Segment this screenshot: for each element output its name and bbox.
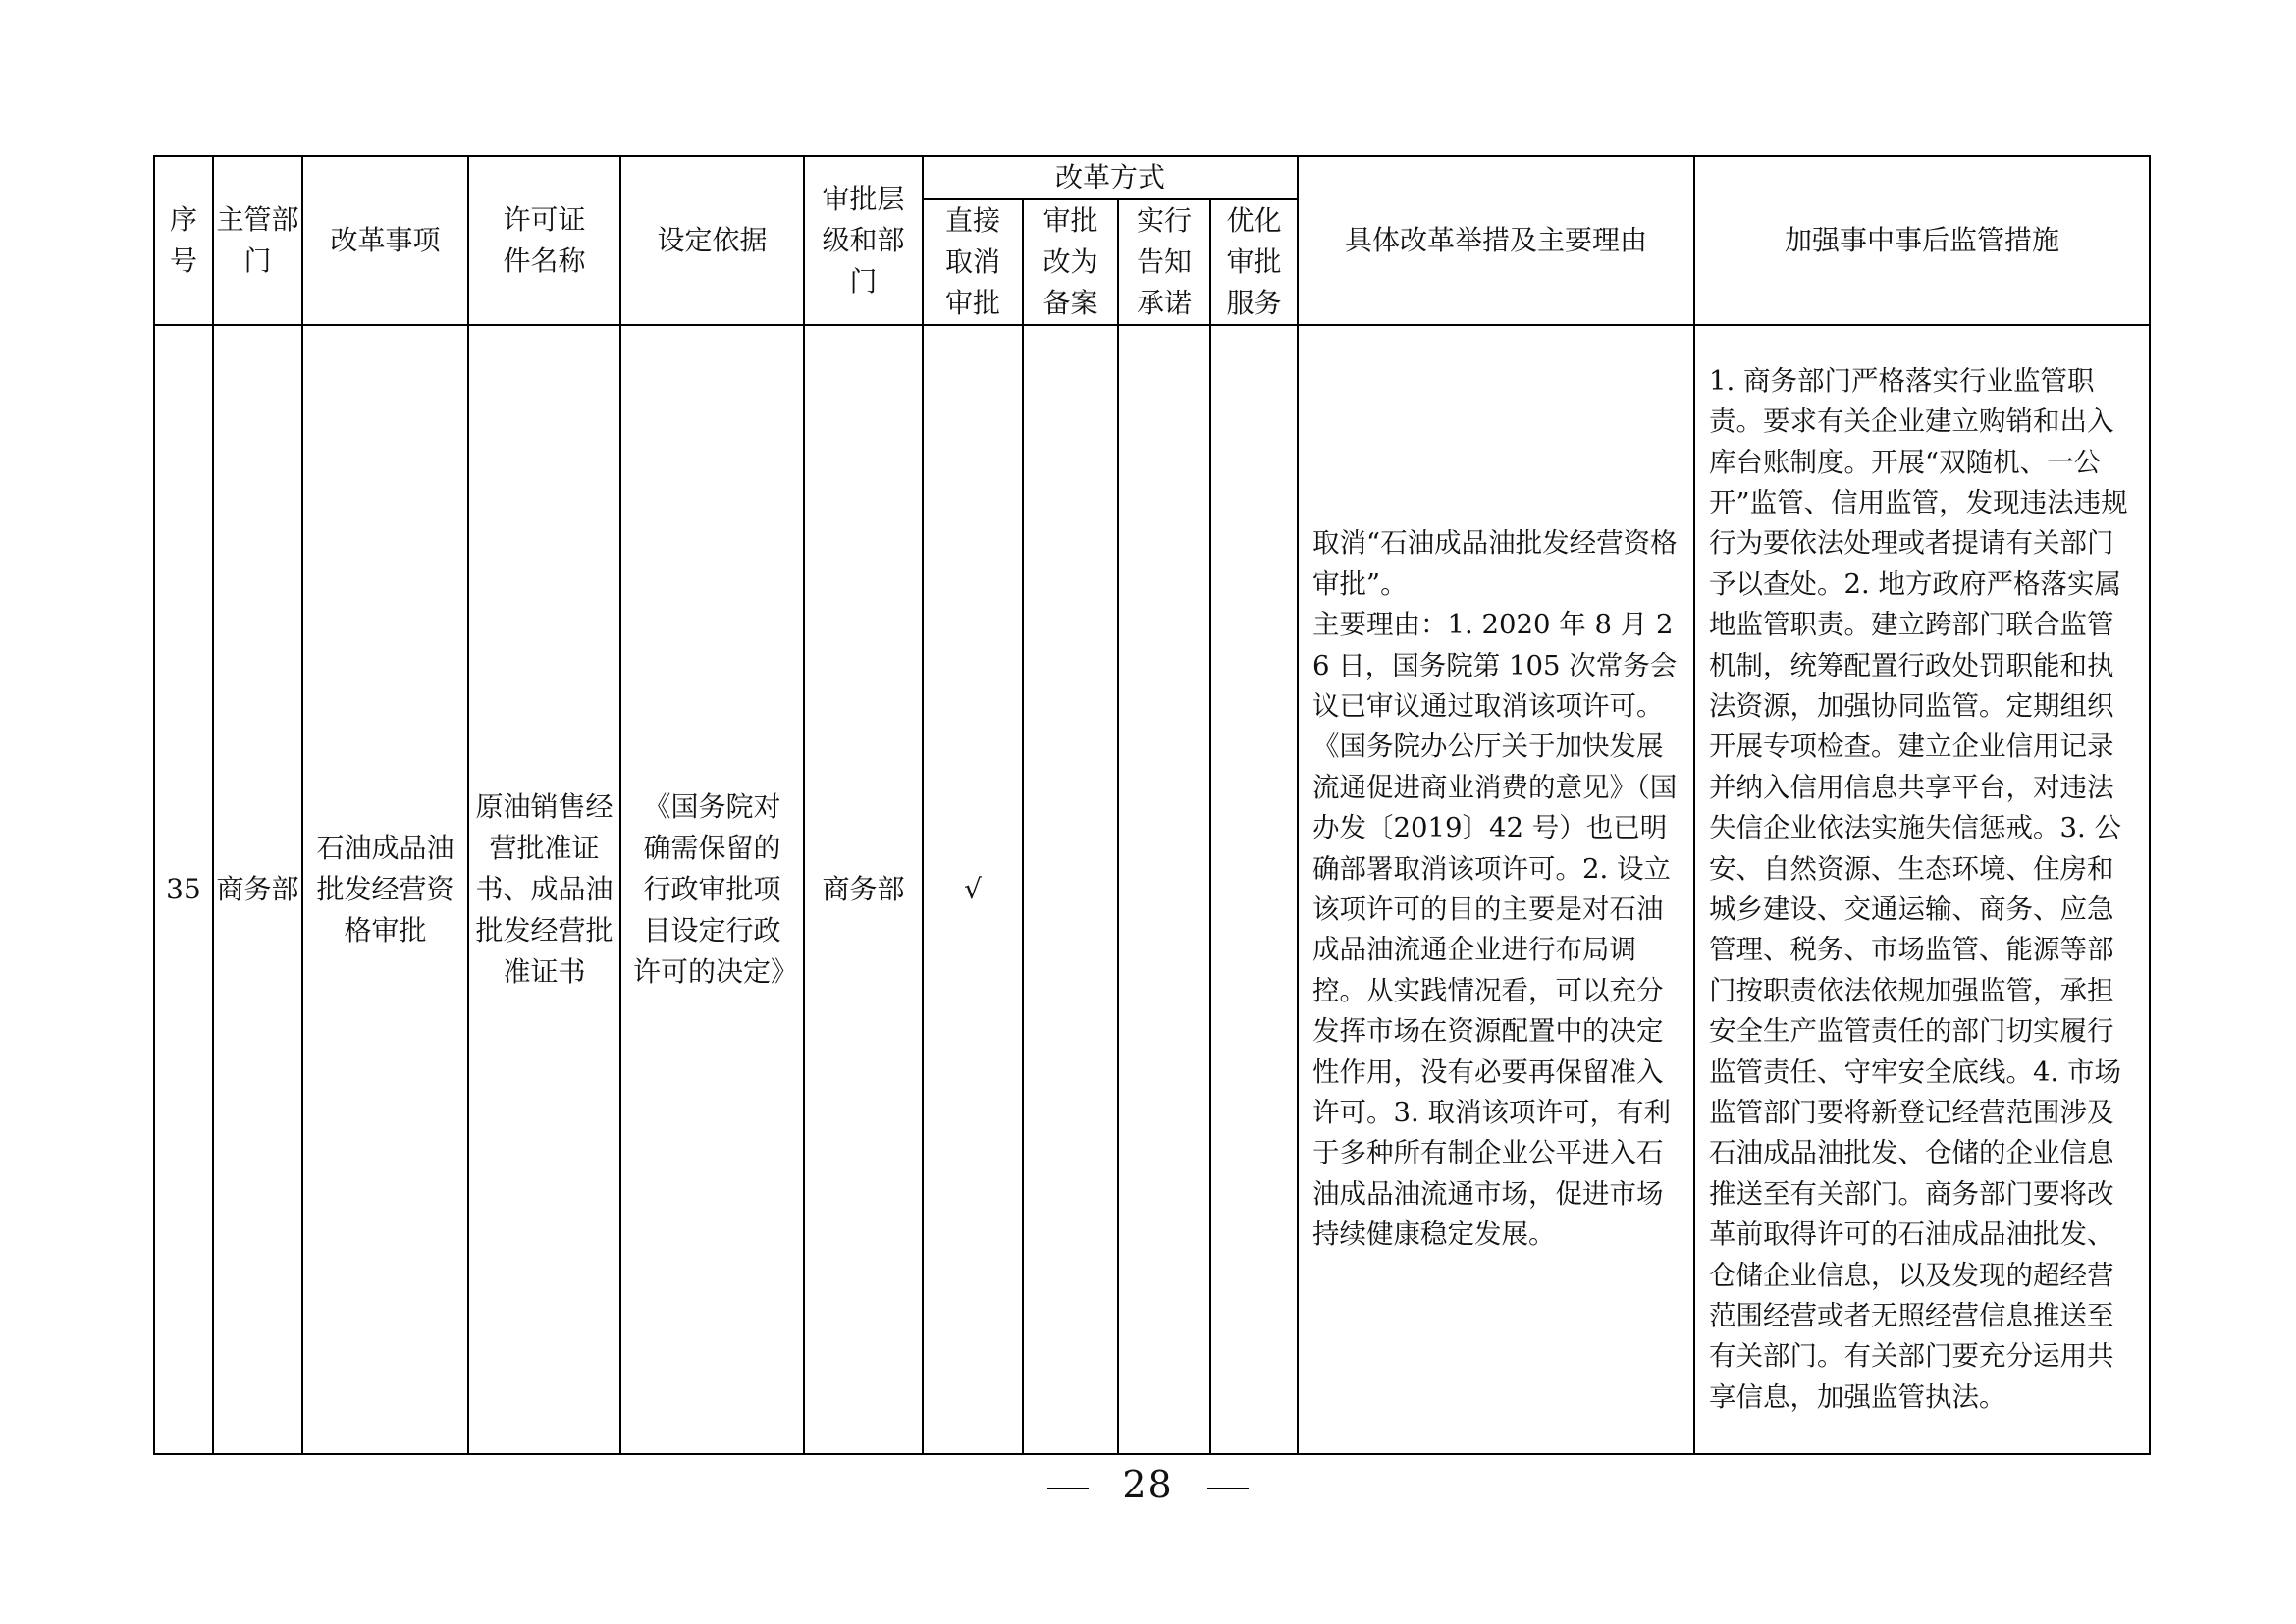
header-cancel: 直接取消审批 — [923, 199, 1023, 325]
table-row — [154, 325, 2150, 1454]
header-reform-mode: 改革方式 — [923, 156, 1298, 199]
cell-license: 原油销售经营批准证书、成品油批发经营批准证书 — [468, 325, 620, 1454]
cell-filing — [1023, 325, 1118, 1454]
cell-cancel-check: √ — [923, 325, 1023, 1454]
header-notice: 实行告知承诺 — [1118, 199, 1210, 325]
cell-seq: 35 — [154, 325, 213, 1454]
header-license: 许可证件名称 — [468, 156, 620, 325]
cell-item: 石油成品油批发经营资格审批 — [302, 325, 468, 1454]
cell-basis: 《国务院对确需保留的行政审批项目设定行政许可的决定》 — [620, 325, 804, 1454]
header-supervision: 加强事中事后监管措施 — [1694, 156, 2150, 325]
header-dept: 主管部门 — [213, 156, 302, 325]
cell-dept: 商务部 — [213, 325, 302, 1454]
header-seq: 序号 — [154, 156, 213, 325]
header-item: 改革事项 — [302, 156, 468, 325]
header-level: 审批层级和部门 — [804, 156, 923, 325]
header-basis: 设定依据 — [620, 156, 804, 325]
header-optimize: 优化审批服务 — [1210, 199, 1298, 325]
page-number-value: 28 — [1122, 1463, 1174, 1506]
cell-optimize — [1210, 325, 1298, 1454]
header-filing: 审批改为备案 — [1023, 199, 1118, 325]
page-number-right-dash — [1207, 1488, 1249, 1489]
cell-supervision: 1. 商务部门严格落实行业监管职责。要求有关企业建立购销和出入库台账制度。开展“双随机、一公开”监管、信用监管，发现违法违规行为要依法处理或者提请有关部门予以查处。2. 地方政府严格落实属地监管职责。建立跨部门联合监管机制，统筹配置行政处罚职能和执法资源，加强协同监管。定期组织开展专项检查。建立企业信用记录并纳入信用信息共享平台，对违法失信企业依法实施失信惩戒。3. 公安、自然资源、生态环境、住房和城乡建设、交通运输、商务、应急管理、税务、市场监管、能源等部门按职责依法依规加强监管，承担安全生产监管责任的部门切实履行监管责任、守牢安全底线。4. 市场监管部门要将新登记经营范围涉及石油成品油批发、仓储的企业信息推送至有关部门。商务部门要将改革前取得许可的石油成品油批发、仓储企业信息，以及发现的超经营范围经营或者无照经营信息推送至有关部门。有关部门要充分运用共享信息，加强监管执法。 — [1694, 325, 2150, 1454]
cell-measures: 取消“石油成品油批发经营资格审批”。 主要理由：1. 2020 年 8 月 26 日，国务院第 105 次常务会议已审议通过取消该项许可。《国务院办公厅关于加快发展流通促进商业消费的意见》（国办发〔2019〕42 号）也已明确部署取消该项许可。2. 设立该项许可的目的主要是对石油成品油流通企业进行布局调控。从实践情况看，可以充分发挥市场在资源配置中的决定性作用，没有必要再保留准入许可。3. 取消该项许可，有利于多种所有制企业公平进入石油成品油流通市场，促进市场持续健康稳定发展。 — [1298, 325, 1694, 1454]
reform-table — [153, 155, 2151, 1455]
header-measures: 具体改革举措及主要理由 — [1298, 156, 1694, 325]
page-number — [0, 1463, 2296, 1506]
cell-level: 商务部 — [804, 325, 923, 1454]
cell-notice — [1118, 325, 1210, 1454]
page-number-left-dash — [1047, 1488, 1089, 1489]
